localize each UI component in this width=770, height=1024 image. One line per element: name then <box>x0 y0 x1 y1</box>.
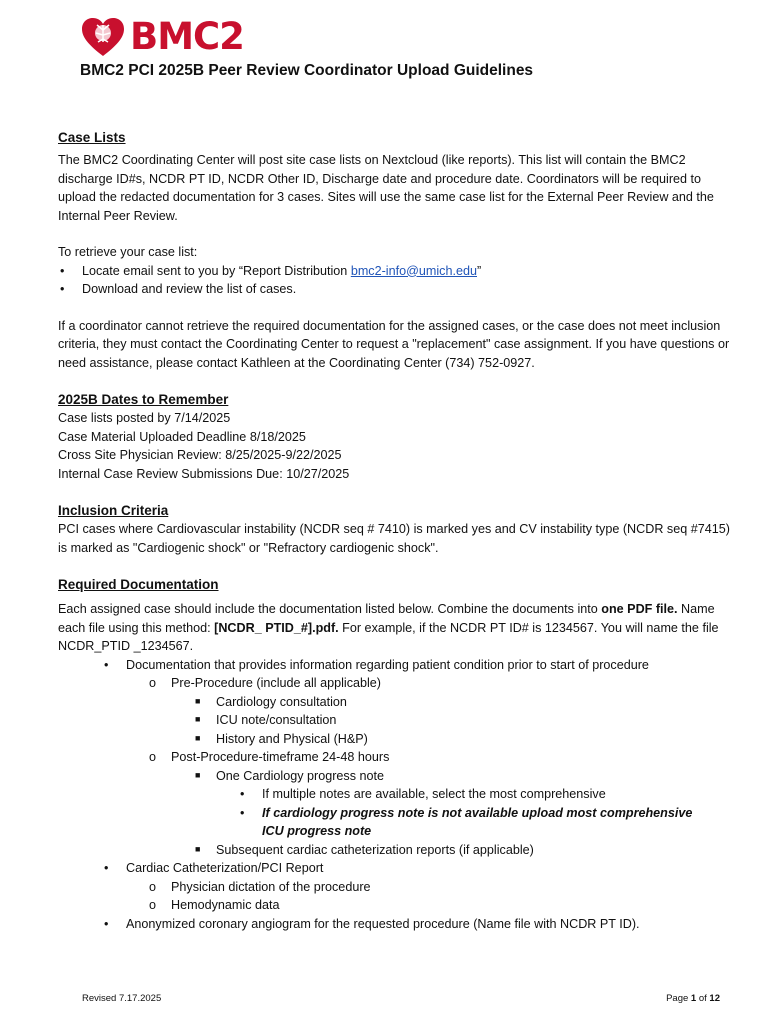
list-item: ■ One Cardiology progress note <box>195 768 385 783</box>
list-item: ■ Subsequent cardiac catheterization reports (if applicable) <box>195 842 534 857</box>
date-line: Internal Case Review Submissions Due: 10/27/2025 <box>58 466 350 481</box>
list-item: • Download and review the list of cases. <box>58 280 734 299</box>
step-text: Locate email sent to you by “Report Distribution <box>82 263 351 278</box>
bmc2-logo <box>80 16 244 58</box>
item-text: Pre-Procedure (include all applicable) <box>171 676 382 690</box>
page-label: Page <box>666 993 691 1004</box>
item-text: History and Physical (H&P) <box>216 731 368 746</box>
intro-bold-pdf: one PDF file. <box>601 602 678 616</box>
list-item: ■ History and Physical (H&P) <box>195 731 368 746</box>
list-item: o Post-Procedure-timeframe 24-48 hours <box>149 750 390 764</box>
page-of-label: of <box>696 993 710 1004</box>
intro-text: Name each file using this method: <box>58 602 715 635</box>
step-text-suffix: ” <box>477 263 482 278</box>
item-text: Cardiac Catheterization/PCI Report <box>126 861 324 875</box>
list-item: • If multiple notes are available, select the most comprehensive <box>240 787 606 801</box>
date-line: Case lists posted by 7/14/2025 <box>58 411 231 425</box>
intro-text: Each assigned case should include the documentation listed below. Combine the documents into <box>58 602 602 616</box>
case-lists-section <box>58 128 734 372</box>
item-text: Subsequent cardiac catheterization reports (if applicable) <box>216 842 534 857</box>
intro-bold-filename: [NCDR_ PTID_#].pdf. <box>214 620 339 635</box>
email-link[interactable]: bmc2-info@umich.edu <box>350 263 477 278</box>
heart-logo-icon <box>80 16 126 58</box>
retrieve-steps-list <box>58 262 734 299</box>
replacement-note: If a coordinator cannot retrieve the required documentation for the assigned cases, or the case does not meet inclusion criteria, they must contact the Coordinating Center to request a "replacement" case assignment. If you have questions or need assistance, please contact Kathleen at the Coordinating Center (734) 752-0927. <box>58 318 730 370</box>
item-text: Hemodynamic data <box>171 898 280 912</box>
documentation-list <box>58 656 734 934</box>
logo-wordmark: BMC2 <box>130 15 244 58</box>
page-number <box>666 993 720 1004</box>
item-text: Cardiology consultation <box>216 694 347 709</box>
list-item: • Anonymized coronary angiogram for the requested procedure (Name file with NCDR PT ID). <box>104 916 640 931</box>
list-item: • If cardiology progress note is not available upload most comprehensive ICU progress note <box>240 805 693 838</box>
page-current: 1 <box>690 993 697 1004</box>
list-item: ■ Cardiology consultation <box>195 694 347 709</box>
required-heading: Required Documentation <box>58 577 219 592</box>
case-lists-heading: Case Lists <box>58 130 126 145</box>
inclusion-section <box>58 501 734 557</box>
inclusion-body: PCI cases where Cardiovascular instability (NCDR seq # 7410) is marked yes and CV instability type (NCDR seq #7415) is marked as "Cardiogenic shock" or "Refractory cardiogenic shock". <box>58 522 730 555</box>
required-intro <box>58 600 734 656</box>
date-line: Case Material Uploaded Deadline 8/18/2025 <box>58 429 306 444</box>
item-text-emphasis: If cardiology progress note is not available upload most comprehensive ICU progress note <box>262 805 693 838</box>
item-text: If multiple notes are available, select the most comprehensive <box>262 787 606 801</box>
item-text: Anonymized coronary angiogram for the requested procedure (Name file with NCDR PT ID). <box>126 916 640 931</box>
required-documentation-section <box>58 575 734 933</box>
date-line: Cross Site Physician Review: 8/25/2025-9/22/2025 <box>58 448 342 462</box>
dates-section <box>58 390 734 483</box>
item-text: ICU note/consultation <box>216 713 337 727</box>
dates-heading: 2025B Dates to Remember <box>58 392 229 407</box>
list-item: • Documentation that provides information regarding patient condition prior to start of procedure <box>104 657 649 672</box>
revised-date: Revised 7.17.2025 <box>82 993 162 1004</box>
item-text: Physician dictation of the procedure <box>171 879 371 894</box>
retrieve-intro: To retrieve your case list: <box>58 245 198 259</box>
list-item: • Cardiac Catheterization/PCI Report <box>104 861 324 875</box>
item-text: Documentation that provides information regarding patient condition prior to start of procedure <box>126 657 649 672</box>
inclusion-heading: Inclusion Criteria <box>58 503 169 518</box>
list-item: o Hemodynamic data <box>149 898 280 912</box>
item-text: Post-Procedure-timeframe 24-48 hours <box>171 750 390 764</box>
page-title: BMC2 PCI 2025B Peer Review Coordinator Upload Guidelines <box>80 62 534 79</box>
list-item: o Physician dictation of the procedure <box>149 879 371 894</box>
list-item: o Pre-Procedure (include all applicable) <box>149 676 382 690</box>
item-text: One Cardiology progress note <box>216 768 385 783</box>
intro-text: For example, if the NCDR PT ID# is 1234567. You will name the file NCDR_PTID _1234567. <box>58 620 719 653</box>
list-item: ■ ICU note/consultation <box>195 713 337 727</box>
document-body <box>58 128 734 933</box>
page-total: 12 <box>709 993 720 1004</box>
list-item <box>58 262 734 281</box>
case-lists-body: The BMC2 Coordinating Center will post site case lists on Nextcloud (like reports). This list will contain the BMC2 discharge ID#s, NCDR PT ID, NCDR Other ID, Discharge date and procedure date. Coordinators will be required to upload the redacted documentation for 3 cases. Sites will use the same case list for the External Peer Review and the Internal Peer Review. <box>58 153 714 223</box>
